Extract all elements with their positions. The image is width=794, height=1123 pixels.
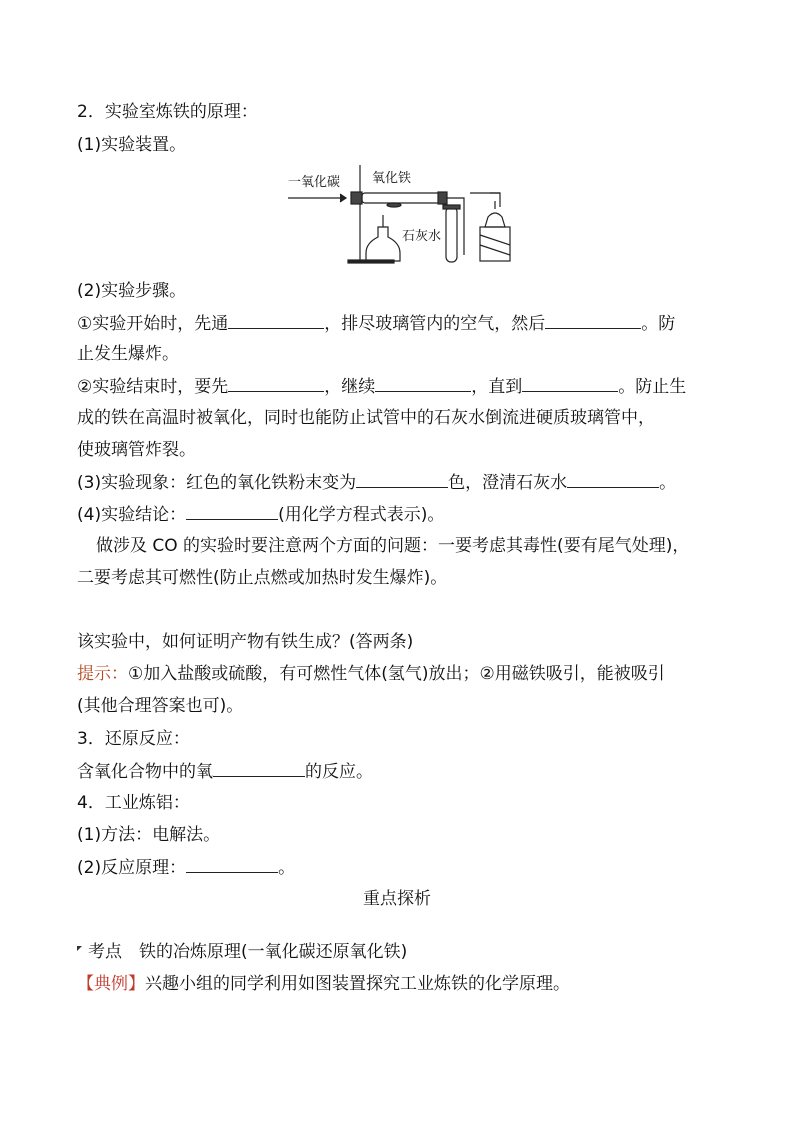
stopper-right — [438, 192, 447, 204]
blank — [545, 312, 641, 329]
section-3-line: 含氧化合物中的氧 的反应。 — [77, 762, 373, 782]
stopper-left — [351, 192, 362, 204]
apparatus-diagram — [288, 165, 528, 265]
limewater-label: 石灰水 — [402, 229, 442, 244]
test-tube — [446, 207, 457, 262]
step-2-cont-2: 使玻璃管炸裂。 — [77, 440, 196, 460]
section-2-heading: 2．实验室炼铁的原理： — [77, 102, 258, 122]
blank — [213, 760, 305, 777]
section-4-method: (1)方法：电解法。 — [77, 825, 221, 845]
co-note-2: 二要考虑其可燃性(防止点燃或加热时发生爆炸)。 — [77, 568, 448, 588]
tip-label: 提示： — [77, 664, 128, 684]
apparatus-label: (1)实验装置。 — [77, 135, 187, 155]
test-tube-stopper — [443, 205, 460, 209]
blank — [522, 375, 618, 392]
blank — [228, 375, 324, 392]
step-1-line: ①实验开始时，先通 ，排尽玻璃管内的空气，然后 。防 — [77, 314, 676, 334]
tail-gas-burner — [485, 213, 505, 227]
blank — [375, 375, 471, 392]
blank — [228, 312, 324, 329]
flag-icon — [77, 946, 82, 951]
ferric-oxide-label: 氧化铁 — [372, 171, 412, 186]
step-2-cont-1: 成的铁在高温时被氧化，同时也能防止试管中的石灰水倒流进硬质玻璃管中， — [77, 408, 655, 428]
step-1-cont: 止发生爆炸。 — [77, 344, 179, 364]
alcohol-lamp — [366, 227, 400, 261]
section-4-principle: (2)反应原理： 。 — [77, 858, 296, 878]
section-4-heading: 4．工业炼铝： — [77, 793, 190, 813]
co-note-1: 做涉及 CO 的实验时要注意两个方面的问题：一要考虑其毒性(要有尾气处理)， — [96, 536, 690, 556]
analysis-title: 重点探析 — [363, 889, 431, 909]
blank — [186, 856, 278, 873]
tip-line-1: 提示：①加入盐酸或硫酸，有可燃性气体(氢气)放出；②用磁铁吸引，能被吸引 — [77, 664, 665, 684]
example-line: 【典例】兴趣小组的同学利用如图装置探究工业炼铁的化学原理。 — [77, 974, 570, 994]
conclusion-line: (4)实验结论： (用化学方程式表示)。 — [77, 505, 445, 525]
example-label: 【典例】 — [77, 974, 145, 994]
question: 该实验中，如何证明产物有铁生成？(答两条) — [77, 632, 414, 652]
glass-tube — [362, 193, 440, 203]
blank — [567, 471, 659, 488]
step-2-line: ②实验结束时，要先 ，继续 ，直到 。防止生 — [77, 377, 687, 397]
tip-line-2: (其他合理答案也可)。 — [77, 696, 244, 716]
blank — [186, 503, 278, 520]
blank — [356, 471, 448, 488]
steps-label: (2)实验步骤。 — [77, 281, 187, 301]
section-3-heading: 3．还原反应： — [77, 729, 190, 749]
ferric-oxide-powder — [387, 203, 401, 207]
co-label: 一氧化碳 — [288, 175, 341, 190]
kaodian-line: 考点 铁的冶炼原理(一氧化碳还原氧化铁) — [77, 941, 407, 963]
phenomenon-line: (3)实验现象：红色的氧化铁粉末变为 色，澄清石灰水 。 — [77, 473, 677, 493]
